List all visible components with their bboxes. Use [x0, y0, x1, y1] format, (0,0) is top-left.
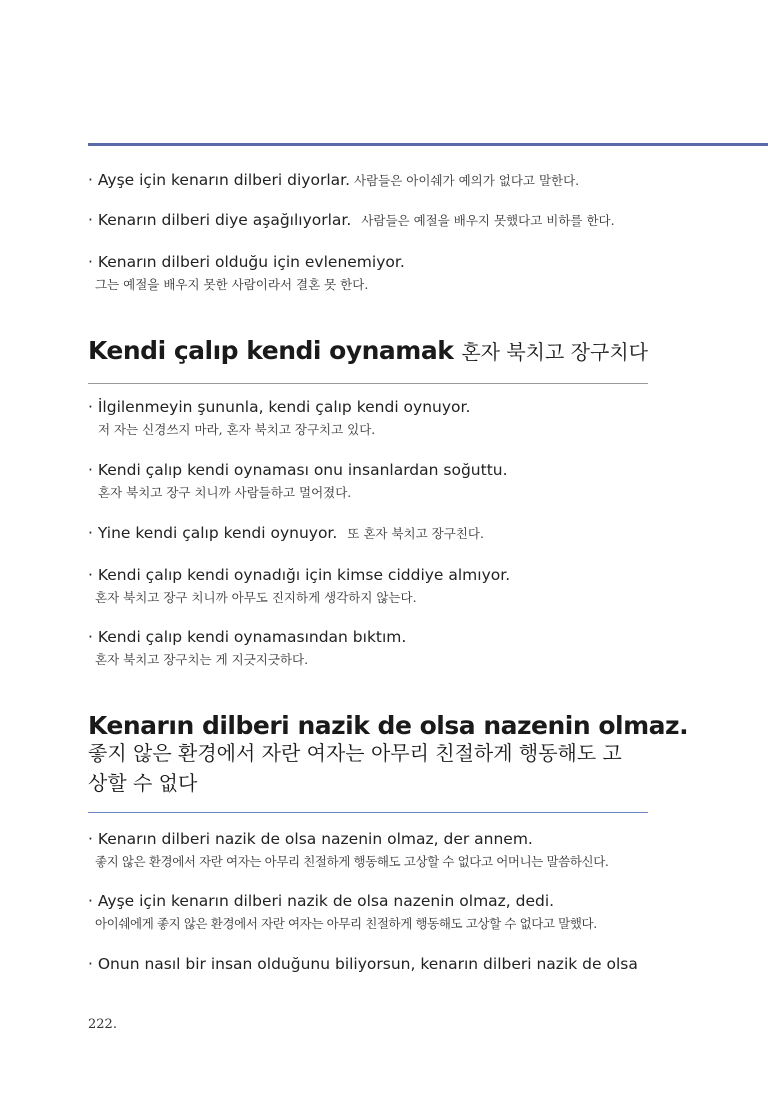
example-inline — [88, 524, 484, 542]
heading-ko: 상할 수 없다 — [88, 771, 198, 795]
section-heading — [88, 336, 648, 365]
example-ko: 사람들은 예절을 배우지 못했다고 비하를 한다. — [361, 213, 615, 228]
top-rule — [88, 143, 768, 146]
example-ko: 그는 예절을 배우지 못한 사람이라서 결혼 못 한다. — [95, 277, 369, 292]
example-ko: 좋지 않은 환경에서 자란 여자는 아무리 친절하게 행동해도 고상할 수 없다고 어머니는 말씀하신다. — [95, 854, 609, 869]
example-ko: 사람들은 아이쉐가 예의가 없다고 말한다. — [354, 173, 580, 188]
example-2 — [88, 211, 615, 229]
example-ko: 아이쉐에게 좋지 않은 환경에서 자란 여자는 아무리 친절하게 행동해도 고상할 수 없다고 말했다. — [95, 916, 597, 931]
example-tr: · Onun nasıl bir insan olduğunu biliyorsun, kenarın dilberi nazik de olsa — [88, 955, 638, 973]
section-divider — [88, 812, 648, 813]
heading-ko: 좋지 않은 환경에서 자란 여자는 아무리 친절하게 행동해도 고 — [88, 741, 622, 765]
section-heading: Kenarın dilberi nazik de olsa nazenin olmaz. — [88, 711, 689, 740]
example-tr: · İlgilenmeyin şununla, kendi çalıp kendi oynuyor. — [88, 398, 471, 416]
example-ko: 저 자는 신경쓰지 마라, 혼자 북치고 장구치고 있다. — [98, 422, 376, 437]
section-divider — [88, 383, 648, 384]
example-tr: · Kenarın dilberi diye aşağılıyorlar. — [88, 211, 352, 229]
example-tr: · Kendi çalıp kendi oynaması onu insanlardan soğuttu. — [88, 461, 508, 479]
page-number: 222. — [88, 1017, 117, 1032]
example-tr: · Kendi çalıp kendi oynadığı için kimse ciddiye almıyor. — [88, 566, 511, 584]
example-tr: · Kenarın dilberi olduğu için evlenemiyor. — [88, 253, 405, 271]
heading-ko: 혼자 북치고 장구치다 — [461, 340, 648, 364]
example-tr: · Ayşe için kenarın dilberi nazik de olsa nazenin olmaz, dedi. — [88, 892, 555, 910]
example-ko: 혼자 북치고 장구 치니까 아무도 진지하게 생각하지 않는다. — [95, 590, 417, 605]
example-tr: · Kenarın dilberi nazik de olsa nazenin olmaz, der annem. — [88, 830, 533, 848]
example-ko: 혼자 북치고 장구 치니까 사람들하고 멀어졌다. — [98, 485, 352, 500]
heading-tr: Kendi çalıp kendi oynamak — [88, 336, 454, 365]
example-tr: · Yine kendi çalıp kendi oynuyor. — [88, 524, 338, 542]
example-ko: 혼자 북치고 장구치는 게 지긋지긋하다. — [95, 652, 309, 667]
example-tr: · Ayşe için kenarın dilberi diyorlar. — [88, 171, 351, 189]
example-tr: · Kendi çalıp kendi oynamasından bıktım. — [88, 628, 407, 646]
example-ko: 또 혼자 북치고 장구친다. — [347, 526, 484, 541]
example-1 — [88, 171, 579, 189]
